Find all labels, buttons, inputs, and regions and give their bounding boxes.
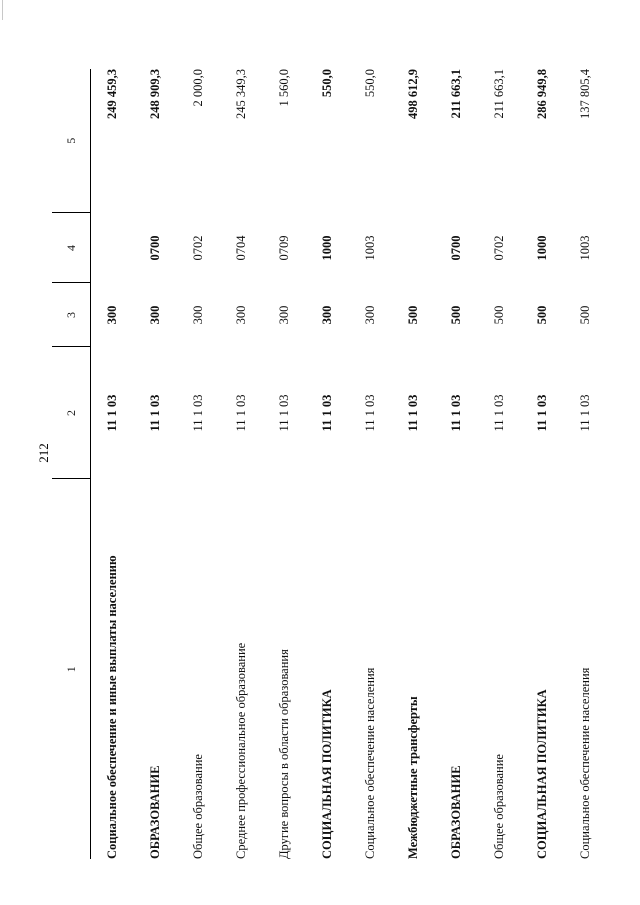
row-sum-cell: 550,0: [320, 69, 334, 98]
row-vr-cell: 300: [234, 305, 248, 325]
row-rzpr-cell: 0702: [191, 235, 205, 261]
row-vr-cell: 500: [449, 305, 463, 325]
row-name-cell: Социальное обеспечение населения: [578, 667, 592, 859]
row-rzpr-cell: 0702: [492, 235, 506, 261]
row-name-cell: Другие вопросы в области образования: [277, 649, 291, 859]
row-csr-cell: 11 1 03: [105, 394, 119, 432]
row-sum-cell: 2 000,0: [191, 69, 205, 107]
row-vr-cell: 300: [148, 305, 162, 325]
table-row: [349, 69, 392, 859]
row-rzpr-cell: [392, 213, 435, 283]
table-row: [220, 69, 263, 859]
row-rzpr-cell: 1000: [535, 235, 549, 261]
col-header-3: 3: [52, 283, 91, 347]
row-rzpr-cell: 1003: [578, 235, 592, 261]
row-rzpr-cell: 1000: [320, 235, 334, 261]
row-vr-cell: 500: [492, 305, 506, 325]
table-row: [478, 69, 521, 859]
table-row: [435, 69, 478, 859]
col-header-5: 5: [52, 69, 91, 213]
row-rzpr-cell: 0709: [277, 235, 291, 261]
row-name-cell: ОБРАЗОВАНИЕ: [449, 765, 463, 859]
table-row: [306, 69, 349, 859]
row-csr-cell: 11 1 03: [449, 394, 463, 432]
row-name-cell: Социальное обеспечение населения: [363, 667, 377, 859]
row-csr-cell: 11 1 03: [234, 394, 248, 432]
budget-table: [52, 69, 607, 859]
top-edge-rule: [2, 0, 3, 20]
row-sum-cell: 550,0: [363, 69, 377, 98]
row-rzpr-cell: 0700: [449, 235, 463, 261]
row-rzpr-cell: 0704: [234, 235, 248, 261]
row-sum-cell: 211 663,1: [492, 69, 506, 119]
row-csr-cell: 11 1 03: [406, 394, 420, 432]
row-name-cell: Общее образование: [191, 754, 205, 859]
row-csr-cell: 11 1 03: [277, 394, 291, 432]
row-name-cell: СОЦИАЛЬНАЯ ПОЛИТИКА: [535, 689, 549, 859]
page-number: 212: [36, 443, 51, 463]
row-sum-cell: 498 612,9: [406, 69, 420, 119]
table-row: [263, 69, 306, 859]
table-body: [91, 69, 608, 859]
row-rzpr-cell: [91, 213, 135, 283]
row-name-cell: Среднее профессиональное образование: [234, 642, 248, 859]
row-sum-cell: 245 349,3: [234, 69, 248, 119]
row-sum-cell: 286 949,8: [535, 69, 549, 119]
table-row: [177, 69, 220, 859]
table-row: [134, 69, 177, 859]
row-vr-cell: 300: [105, 305, 119, 325]
row-vr-cell: 300: [277, 305, 291, 325]
row-rzpr-cell: 0700: [148, 235, 162, 261]
row-name-cell: Социальное обеспечение и иные выплаты населению: [105, 555, 119, 859]
row-csr-cell: 11 1 03: [191, 394, 205, 432]
table-row: [392, 69, 435, 859]
row-vr-cell: 500: [578, 305, 592, 325]
row-vr-cell: 300: [363, 305, 377, 325]
table-row: [564, 69, 607, 859]
row-csr-cell: 11 1 03: [492, 394, 506, 432]
row-vr-cell: 500: [535, 305, 549, 325]
row-sum-cell: 249 459,3: [105, 69, 119, 119]
row-csr-cell: 11 1 03: [578, 394, 592, 432]
col-header-1: 1: [52, 479, 91, 859]
row-name-cell: Общее образование: [492, 754, 506, 859]
row-rzpr-cell: 1003: [363, 235, 377, 261]
row-csr-cell: 11 1 03: [320, 394, 334, 432]
row-name-cell: СОЦИАЛЬНАЯ ПОЛИТИКА: [320, 689, 334, 859]
row-vr-cell: 300: [320, 305, 334, 325]
row-csr-cell: 11 1 03: [535, 394, 549, 432]
table-row: [91, 69, 135, 859]
row-csr-cell: 11 1 03: [148, 394, 162, 432]
row-sum-cell: 211 663,1: [449, 69, 463, 119]
row-sum-cell: 137 805,4: [578, 69, 592, 119]
row-name-cell: Межбюджетные трансферты: [406, 696, 420, 859]
row-sum-cell: 248 909,3: [148, 69, 162, 119]
row-sum-cell: 1 560,0: [277, 69, 291, 107]
row-name-cell: ОБРАЗОВАНИЕ: [148, 765, 162, 859]
row-vr-cell: 300: [191, 305, 205, 325]
row-vr-cell: 500: [406, 305, 420, 325]
header-row: [52, 69, 91, 859]
table-row: [521, 69, 564, 859]
col-header-2: 2: [52, 347, 91, 479]
row-csr-cell: 11 1 03: [363, 394, 377, 432]
col-header-4: 4: [52, 213, 91, 283]
